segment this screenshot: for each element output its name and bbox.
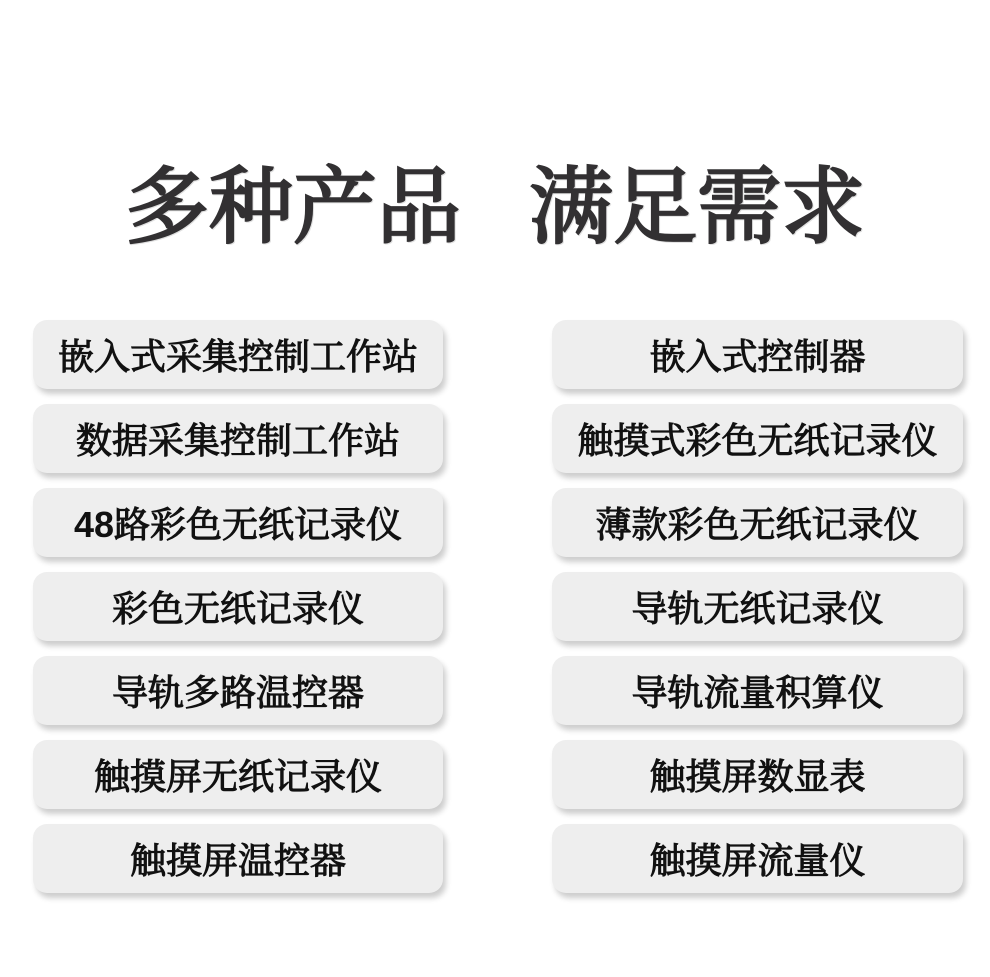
product-button-touch-color-paperless-recorder[interactable]: 触摸式彩色无纸记录仪: [552, 404, 963, 473]
product-button-data-acquisition-control-workstation[interactable]: 数据采集控制工作站: [33, 404, 443, 473]
product-column-left: [33, 320, 443, 893]
product-button-din-rail-paperless-recorder[interactable]: 导轨无纸记录仪: [552, 572, 963, 641]
product-column-right: [552, 320, 963, 893]
product-button-touchscreen-paperless-recorder[interactable]: 触摸屏无纸记录仪: [33, 740, 443, 809]
product-button-touchscreen-temp-controller[interactable]: 触摸屏温控器: [33, 824, 443, 893]
page-title-part1: 多种产品: [124, 160, 461, 254]
product-button-din-rail-flow-totalizer[interactable]: 导轨流量积算仪: [552, 656, 963, 725]
product-button-48ch-color-paperless-recorder[interactable]: 48路彩色无纸记录仪: [33, 488, 443, 557]
product-button-color-paperless-recorder[interactable]: 彩色无纸记录仪: [33, 572, 443, 641]
product-button-embedded-acquisition-control-workstation[interactable]: 嵌入式采集控制工作站: [33, 320, 443, 389]
product-button-embedded-controller[interactable]: 嵌入式控制器: [552, 320, 963, 389]
product-button-touchscreen-flow-meter[interactable]: 触摸屏流量仪: [552, 824, 963, 893]
product-button-slim-color-paperless-recorder[interactable]: 薄款彩色无纸记录仪: [552, 488, 963, 557]
page-title: [0, 160, 990, 254]
page-title-part2: 满足需求: [529, 160, 866, 254]
product-button-touchscreen-digital-display-meter[interactable]: 触摸屏数显表: [552, 740, 963, 809]
product-button-din-rail-multichannel-temp-controller[interactable]: 导轨多路温控器: [33, 656, 443, 725]
